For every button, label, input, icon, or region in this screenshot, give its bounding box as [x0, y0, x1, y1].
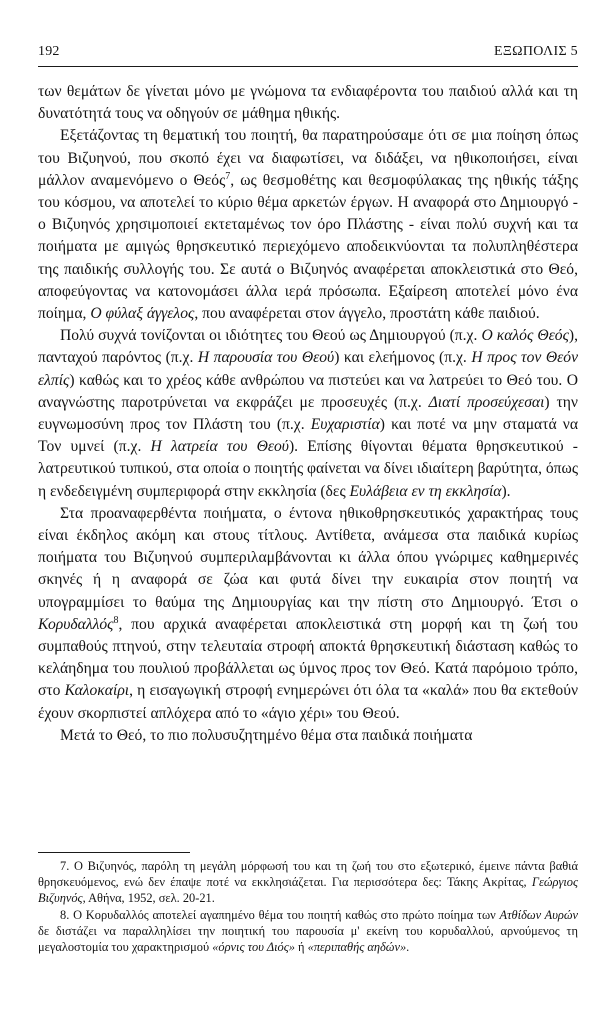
footnote-8: [38, 907, 578, 956]
text-span: , που αρχικά αναφέρεται αποκλειστικά στη μορφή και τη ζωή του συμπαθούς πτηνού, στην τελευταία στροφή αποκτά θρησκευτική διάσταση καθώς το κελάηδημα του πουλιού προβάλλεται ως ύμνος προς τον Θεό. Κατά παρόμοιο τρόπο, στο: [38, 615, 578, 700]
poem-title: Ο καλός Θεός: [481, 327, 569, 345]
poem-title: Ευλάβεια εν τη εκκλησία: [349, 482, 502, 500]
quoted-phrase: «περιπαθής αηδών»: [307, 940, 407, 955]
text-span: Πολύ συχνά τονίζονται οι ιδιότητες του Θεού ως Δημιουργού (π.χ.: [60, 327, 482, 345]
running-head: ΕΞΩΠΟΛΙΣ 5: [494, 44, 578, 59]
text-span: , η εισαγωγική στροφή ενημερώνει ότι όλα τα «καλά» που θα εκτεθούν έχουν σκορπιστεί απλόχερα από το «άγιο χέρι» του Θεού.: [38, 682, 578, 722]
text-span: ).: [501, 482, 511, 500]
text-span: ) και ελεήμονος (π.χ.: [334, 349, 472, 367]
text-span: Εξετάζοντας τη θεματική του ποιητή, θα παρατηρούσαμε ότι σε μια ποίηση όπως του Βιζυηνού, που σκοπό έχει να διαφωτίσει, να διδάξει, να ηθικοποιήσει, είναι μάλλον αναμενόμενο ο Θεός: [38, 127, 578, 189]
poem-title: Η λατρεία του Θεού: [150, 438, 289, 456]
footnote-ref-8[interactable]: 8: [113, 614, 119, 626]
poem-title: Η παρουσία του Θεού: [197, 349, 335, 367]
poem-title: Η προς τον Θεόν ελπίς: [38, 349, 578, 389]
body-text: [38, 81, 578, 747]
text-span: , που αναφέρεται στον άγγελο, προστάτη κάθε παιδιού.: [194, 305, 540, 323]
paragraph-1: [38, 81, 578, 125]
text-span: ) καθώς και το χρέος κάθε ανθρώπου να πιστεύει και να λατρεύει το Θεό του. Ο αναγνώστης παροτρύνεται να εκφράζει με προσευχές (π.χ.: [38, 371, 578, 411]
text-span: 7. Ο Βιζυηνός, παρόλη τη μεγάλη μόρφωσή του και τη ζωή του στο εξωτερικό, έμεινε πάντα βαθιά θρησκευόμενος, ενώ δεν έπαψε ποτέ να εκκλησιάζεται. Για περισσότερα δες: Τάκης Ακρίτας,: [38, 859, 578, 890]
text-span: Στα προαναφερθέντα ποιήματα, ο έντονα ηθικοθρησκευτικός χαρακτήρας τους είναι έκδηλος ακόμη και στους τίτλους. Αντίθετα, ανάμεσα στα παιδικά κυρίως ποιήματα του Βιζυηνού συμπεριλαμβάνονται κι άλλα όπου γνώριμες καθημερινές σκηνές ή η αναφορά σε ζώα και φυτά δίνει την ευκαιρία στον ποιητή να υπογραμμίσει το θαύμα της Δημιουργίας και την πίστη στο Δημιουργό. Έτσι ο: [38, 504, 578, 611]
poem-title: Κορυδαλλός: [38, 615, 114, 633]
paragraph-5: [38, 725, 578, 747]
quoted-phrase: «όρνις του Διός»: [212, 940, 295, 955]
text-span: Μετά το Θεό, το πιο πολυσυζητημένο θέμα στα παιδικά ποιήματα: [60, 726, 473, 744]
text-span: ) την ευγνωμοσύνη προς τον Πλάστη του (π.χ.: [38, 393, 578, 434]
footnotes: [38, 858, 578, 955]
poem-title: Διατί προσεύχεσαι: [428, 393, 545, 411]
poem-title: Ευχαριστία: [310, 416, 380, 434]
poem-title: Ο φύλαξ άγγελος: [90, 305, 195, 323]
text-span: 8. Ο Κορυδαλλός αποτελεί αγαπημένο θέμα του ποιητή καθώς στο πρώτο ποίημα των: [60, 907, 500, 922]
text-span: , ως θεσμοθέτης και θεσμοφύλακας της ηθικής τάξης του κόσμου, να αποτελεί το κύριο θέμα αρκετών έργων. Η αναφορά στο Δημιουργό - ο Βιζυηνός χρησιμοποιεί εκτεταμένως τον όρο Πλάστης - είναι πολύ συχνή και τα ποιήματα με αμιγώς θρησκευτικό περιεχόμενο αποδεικνύονται τα πολυπληθέστερα της παιδικής συλλογής του. Σε αυτά ο Βιζυηνός αναφέρεται αποκλειστικά στο Θεό, αποφεύγοντας να κατονομάσει άλλα ιερά πρόσωπα. Εξαίρεση αποτελεί μόνο ένα ποίημα,: [38, 171, 578, 323]
text-span: των θεμάτων δε γίνεται μόνο με γνώμονα τα ενδιαφέροντα του παιδιού αλλά και τη δυνατότητά τους να οδηγούν σε μάθημα ηθικής.: [38, 83, 578, 123]
text-span: ), πανταχού παρόντος (π.χ.: [38, 327, 578, 367]
footnote-divider: [38, 852, 190, 853]
book-title: Γεώργιος Βιζυηνός: [38, 875, 578, 906]
text-span: , Αθήνα, 1952, σελ. 20-21.: [82, 891, 215, 906]
text-span: δε διστάζει να παραλληλίσει την ποιητική του παρουσία μ' εκείνη του κορυδαλλού, αρνούμενος τη μεγαλοστομία του χαρακτηρισμού: [38, 923, 578, 955]
poem-title: Καλοκαίρι: [64, 682, 130, 700]
text-span: .: [406, 940, 410, 955]
text-span: ). Επίσης θίγονται θέματα θρησκευτικού - λατρευτικού τυπικού, στα οποία ο ποιητής φαίνεται να δίνει ιδιαίτερη βαρύτητα, όπως η ενδεδειγμένη συμπεριφορά στην εκκλησία (δες: [38, 438, 578, 500]
book-title: Ατθίδων Αυρών: [499, 907, 578, 922]
footnote-7: [38, 858, 578, 907]
paragraph-4: [38, 503, 578, 725]
paragraph-3: [38, 325, 578, 503]
paragraph-2: [38, 125, 578, 325]
text-span: ή: [294, 940, 308, 955]
page-header: [38, 44, 578, 67]
text-span: ) και ποτέ να μην σταματά να Τον υμνεί (π.χ.: [38, 416, 578, 456]
page-number: 192: [38, 44, 60, 59]
footnote-ref-7[interactable]: 7: [225, 170, 231, 182]
